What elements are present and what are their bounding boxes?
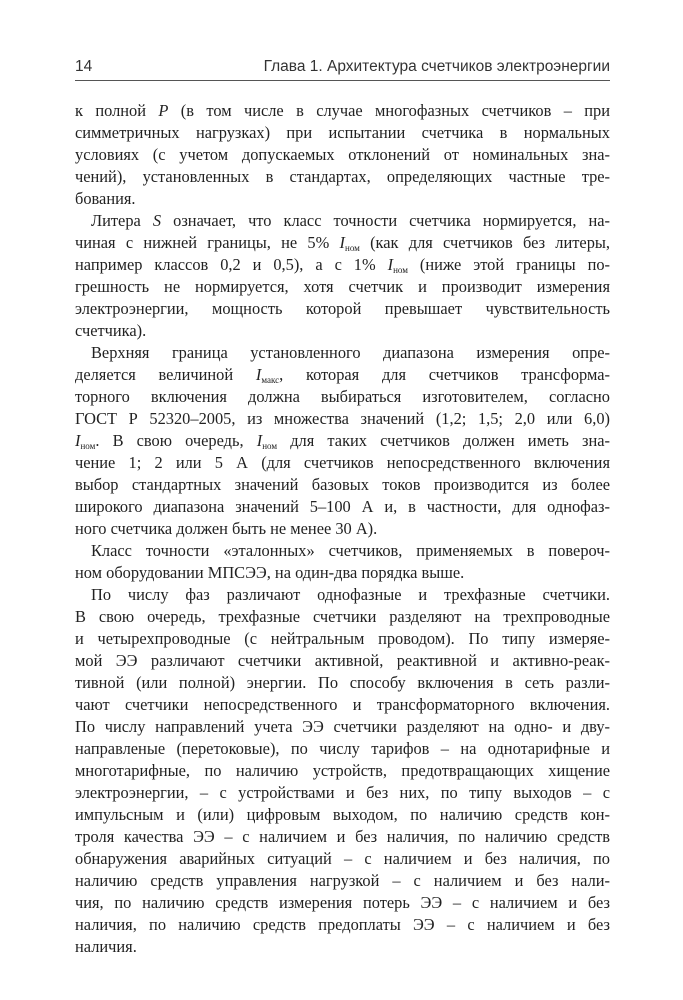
text-line: торного включения должна выбираться изготовителем, согласно [75,387,610,406]
text-line: чение 1; 2 или 5 А (для счетчиков непосредственного включения [75,453,610,472]
text-line: По числу направлений учета ЭЭ счетчики разделяют на одно- и дву- [75,717,610,736]
text-line: Литера S означает, что класс точности счетчика нормируется, на- [91,211,610,230]
paragraph [75,210,610,342]
text-line: Класс точности «эталонных» счетчиков, применяемых в повероч- [91,541,610,560]
text-line: ного счетчика должен быть не менее 30 А). [75,519,378,538]
text-line: чия, по наличию средств измерения потерь ЭЭ – с наличием и без [75,893,610,912]
text-line: грешность не нормируется, хотя счетчик и производит измерения [75,277,610,296]
text-line: В свою очередь, трехфазные счетчики разделяют на трехпроводные [75,607,610,626]
text-line: мой ЭЭ различают счетчики активной, реактивной и активно-реак- [75,651,610,670]
paragraph [75,100,610,210]
text-line: широкого диапазона значений 5–100 А и, в частности, для однофаз- [75,497,610,516]
text-line: наличия, по наличию средств предоплаты ЭЭ – с наличием и без [75,915,610,934]
text-line: выбор стандартных значений базовых токов производится из более [75,475,610,494]
text-line: обнаружения аварийных ситуаций – с наличием и без наличия, по [75,849,610,868]
text-line: наличия. [75,937,137,956]
text-line: условиях (с учетом допускаемых отклонений от номинальных зна- [75,145,610,164]
text-line: симметричных нагрузках) при испытании счетчика в нормальных [75,123,610,142]
text-line: электроэнергии, – с устройствами и без них, по типу выходов – с [75,783,610,802]
running-header [75,58,610,80]
text-line: ГОСТ Р 52320–2005, из множества значений (1,2; 1,5; 2,0 или 6,0) [75,409,610,428]
text-line: деляется величиной $I_{макс}$, которая для счетчиков трансформа- [75,365,610,385]
text-line: направленые (перетоковые), по числу тарифов – на однотарифные и [75,739,610,758]
text-line: ном оборудовании МПСЭЭ, на один-два порядка выше. [75,563,465,582]
text-line: например классов 0,2 и 0,5), а с 1% $I_{ном}$ (ниже этой границы по- [75,255,610,275]
text-line: По числу фаз различают однофазные и трехфазные счетчики. [91,585,610,604]
text-line: многотарифные, по наличию устройств, предотвращающих хищение [75,761,610,780]
text-line: наличию средств управления нагрузкой – с наличием и без нали- [75,871,610,890]
text-line: импульсным и (или) цифровым выходом, по наличию средств кон- [75,805,610,824]
text-line: к полной P (в том числе в случае многофазных счетчиков – при [75,101,611,120]
paragraph [75,342,610,540]
text-line: троля качества ЭЭ – с наличием и без наличия, по наличию средств [75,827,610,846]
text-line: $I_{ном}$. В свою очередь, $I_{ном}$ для таких счетчиков должен иметь зна- [75,431,610,451]
chapter-title: Глава 1. Архитектура счетчиков электроэнергии [263,58,610,75]
text-line: Верхняя граница установленного диапазона измерения опре- [91,343,610,362]
paragraph [75,540,610,584]
text-line: бования. [75,189,136,208]
paragraph [75,584,610,958]
header-rule [75,80,610,81]
text-line: и четырехпроводные (с нейтральным проводом). По типу измеряе- [75,629,610,648]
page-number: 14 [75,58,93,75]
text-line: электроэнергии, мощность которой превышает чувствительность [75,299,610,318]
text-line: чиная с нижней границы, не 5% $I_{ном}$ (как для счетчиков без литеры, [75,233,610,253]
body-text [75,100,610,958]
text-line: тивной (или полной) энергии. По способу включения в сеть разли- [75,673,610,692]
text-line: чений), установленных в стандартах, определяющих частные тре- [75,167,610,186]
text-line: счетчика). [75,321,147,340]
text-line: чают счетчики непосредственного и трансформаторного включения. [75,695,610,714]
